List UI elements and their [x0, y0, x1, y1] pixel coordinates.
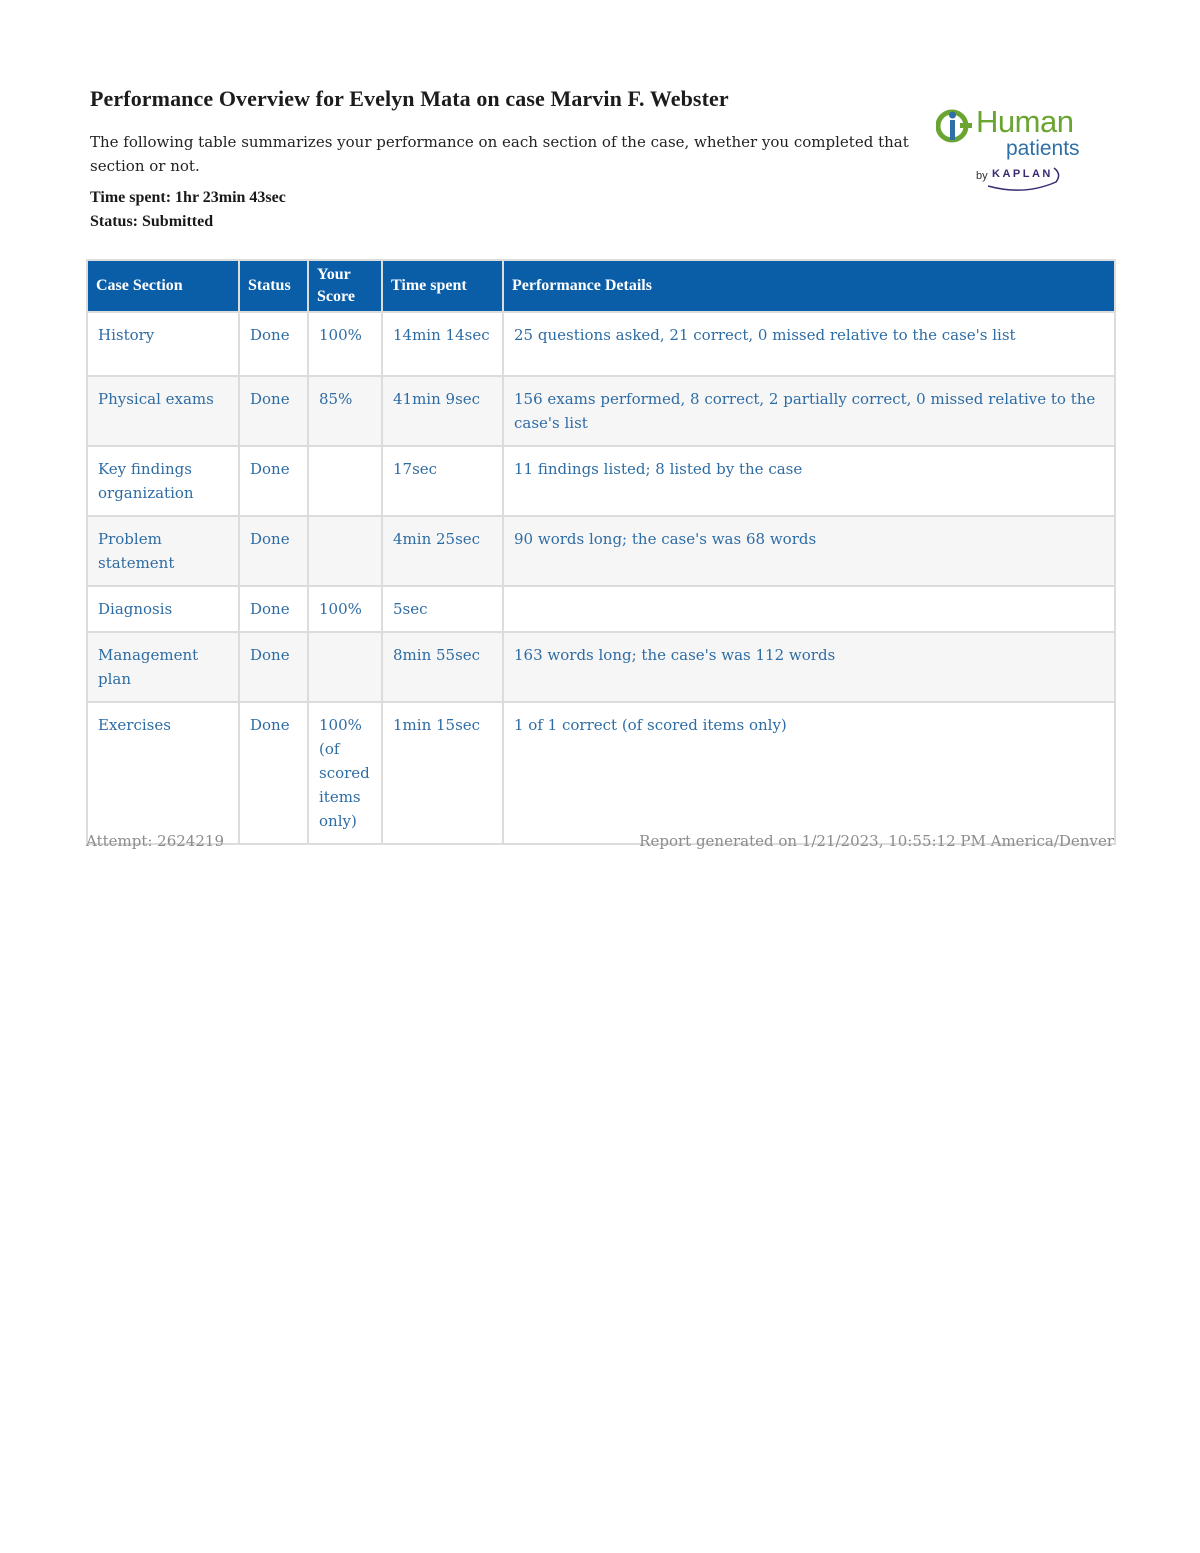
cell-score — [308, 516, 382, 586]
table-header-row — [87, 260, 1115, 312]
logo-by-text: by — [976, 170, 988, 182]
table-row — [87, 516, 1115, 586]
table-row — [87, 702, 1115, 844]
ihuman-patients-logo — [936, 104, 1116, 196]
cell-details: 11 findings listed; 8 listed by the case — [503, 446, 1115, 516]
cell-score: 85% — [308, 376, 382, 446]
cell-score: 100% — [308, 312, 382, 376]
table-row — [87, 632, 1115, 702]
page-title: Performance Overview for Evelyn Mata on case Marvin F. Webster — [90, 86, 729, 111]
logo-kaplan-text: KAPLAN — [992, 168, 1053, 180]
table-row — [87, 312, 1115, 376]
cell-time: 1min 15sec — [382, 702, 503, 844]
cell-section: Exercises — [87, 702, 239, 844]
cell-status: Done — [239, 376, 308, 446]
cell-time: 8min 55sec — [382, 632, 503, 702]
column-header-performance-details: Performance Details — [503, 260, 1115, 312]
cell-status: Done — [239, 446, 308, 516]
column-header-your-score: Your Score — [308, 260, 382, 312]
cell-status: Done — [239, 312, 308, 376]
cell-status: Done — [239, 632, 308, 702]
kaplan-swoosh-icon — [984, 164, 1064, 194]
cell-section: Management plan — [87, 632, 239, 702]
cell-score: 100% — [308, 586, 382, 632]
logo-human-text: Human — [976, 104, 1074, 139]
attempt-id: Attempt: 2624219 — [86, 832, 224, 850]
column-header-time-spent: Time spent — [382, 260, 503, 312]
table-row — [87, 446, 1115, 516]
cell-details: 90 words long; the case's was 68 words — [503, 516, 1115, 586]
cell-section: Physical exams — [87, 376, 239, 446]
cell-status: Done — [239, 586, 308, 632]
intro-text: The following table summarizes your performance on each section of the case, whether you completed that section or not. — [90, 133, 909, 175]
table-row — [87, 586, 1115, 632]
cell-details — [503, 586, 1115, 632]
cell-time: 41min 9sec — [382, 376, 503, 446]
cell-section: Diagnosis — [87, 586, 239, 632]
submission-status: Status: Submitted — [90, 213, 214, 230]
cell-details: 1 of 1 correct (of scored items only) — [503, 702, 1115, 844]
performance-table — [86, 259, 1116, 845]
report-generated-timestamp: Report generated on 1/21/2023, 10:55:12 PM America/Denver — [639, 832, 1114, 850]
cell-score — [308, 632, 382, 702]
cell-score — [308, 446, 382, 516]
cell-section: Problem statement — [87, 516, 239, 586]
ihuman-mark-icon — [936, 108, 976, 144]
cell-time: 5sec — [382, 586, 503, 632]
cell-time: 17sec — [382, 446, 503, 516]
cell-section: History — [87, 312, 239, 376]
cell-time: 4min 25sec — [382, 516, 503, 586]
column-header-status: Status — [239, 260, 308, 312]
column-header-case-section: Case Section — [87, 260, 239, 312]
cell-details: 156 exams performed, 8 correct, 2 partially correct, 0 missed relative to the case's list — [503, 376, 1115, 446]
table-row — [87, 376, 1115, 446]
cell-section: Key findings organization — [87, 446, 239, 516]
cell-details: 163 words long; the case's was 112 words — [503, 632, 1115, 702]
cell-score: 100% (of scored items only) — [308, 702, 382, 844]
cell-status: Done — [239, 516, 308, 586]
logo-patients-text: patients — [1006, 137, 1080, 160]
cell-time: 14min 14sec — [382, 312, 503, 376]
time-spent: Time spent: 1hr 23min 43sec — [90, 189, 286, 206]
cell-status: Done — [239, 702, 308, 844]
cell-details: 25 questions asked, 21 correct, 0 missed relative to the case's list — [503, 312, 1115, 376]
